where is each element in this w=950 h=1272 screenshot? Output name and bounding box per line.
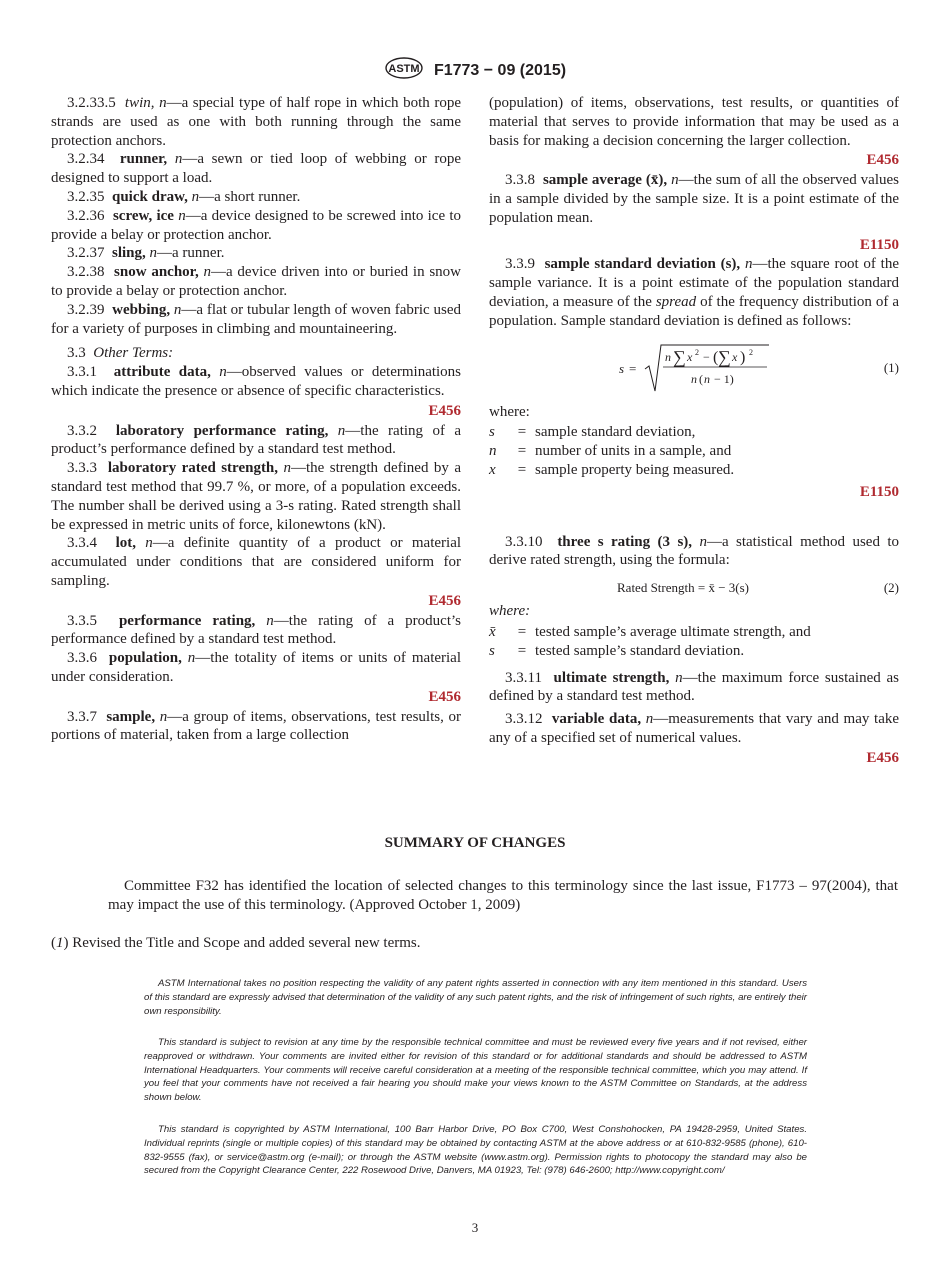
summary-text: Committee F32 has identified the location of selected changes to this terminology since the last issue, F1773 – 97(2004), that may impact the use of this terminology. (Approved October 1, 2009) [108, 878, 898, 913]
svg-text:s: s [619, 360, 625, 376]
svg-text:−: − [703, 349, 710, 364]
svg-text:): ) [740, 348, 746, 366]
astm-logo-icon [384, 56, 424, 85]
logo-text: ASTM [388, 63, 420, 75]
term-3-2-35: 3.2.35 quick draw, n—a short runner. [67, 188, 301, 205]
svg-text:n: n [691, 371, 697, 386]
term-3-3-4: 3.3.4 lot, n—a definite quantity of a product or material accumulated under conditions that are considered uniform for sampling. [51, 535, 462, 589]
right-column [489, 94, 899, 769]
term-3-3-9: 3.3.9 sample standard deviation (s), n—the square root of the sample variance. It is a point estimate of the population standard deviation, a measure of the spread of the frequency distribution of a population. Sample standard deviation is defined as follows: [489, 256, 899, 329]
patent-notice: ASTM International takes no position respecting the validity of any patent rights asserted in connection with any item mentioned in this standard. Users of this standard are expressly advised that determination of the validity of any such patent rights, and the risk of infringement of such rights, are entirely their own responsibility. [144, 978, 807, 1017]
term-3-3-5: 3.3.5 performance rating, n—the rating of a product’s performance defined by a standard test method. [51, 612, 461, 648]
summary-item: (1) Revised the Title and Scope and added several new terms. [51, 935, 421, 951]
svg-text:∑: ∑ [718, 346, 731, 367]
section-3-3-heading: 3.3 Other Terms: [67, 345, 174, 362]
std-dev-formula [617, 339, 777, 397]
revision-notice: This standard is subject to revision at any time by the responsible technical committee and must be reviewed every five years and if not revised, either reapproved or withdrawn. Your comments are invited either for revision of this standard or for additional standards and should be addressed to ASTM International Headquarters. Your comments will receive careful consideration at a meeting of the responsible technical committee, which you may attend. If you feel that your comments have not received a fair hearing you should make your views known to the ASTM Committee on Standards, at the address shown below. [144, 1037, 807, 1104]
definition-row: s = tested sample’s standard deviation. [489, 642, 745, 659]
svg-text:2: 2 [749, 347, 753, 357]
left-column [51, 94, 461, 745]
copyright-notice: This standard is copyrighted by ASTM International, 100 Barr Harbor Drive, PO Box C700, West Conshohocken, PA 19428-2959, United States. Individual reprints (single or multiple copies) of this standard may be obtained by contacting ASTM at the above address or at 610-832-9585 (phone), 610-832-9555 (fax), or service@astm.org (e-mail); or through the ASTM website (www.astm.org). Permission rights to photocopy the standard may also be secured from the Copyright Clearance Center, 222 Rosewood Drive, Danvers, MA 01923, Tel: (978) 646-2600; http://www.copyright.com/ [144, 1124, 807, 1177]
term-3-2-34: 3.2.34 runner, n—a sewn or tied loop of webbing or rope designed to support a load. [51, 151, 462, 187]
ref-e456: E456 [866, 749, 899, 766]
svg-text:2: 2 [695, 347, 699, 357]
svg-text:− 1): − 1) [714, 371, 734, 386]
page-number: 3 [471, 1220, 479, 1235]
summary-title: SUMMARY OF CHANGES [384, 835, 566, 851]
ref-e456: E456 [428, 688, 461, 705]
term-3-2-38: 3.2.38 snow anchor, n—a device driven into or buried in snow to provide a belay or protection anchor. [51, 264, 462, 299]
term-3-2-36: 3.2.36 screw, ice n—a device designed to be screwed into ice to provide a belay or protection anchor. [51, 207, 462, 243]
ref-e456: E456 [428, 592, 461, 609]
term-3-3-12: 3.3.12 variable data, n—measurements that vary and may take any of a specified set of numerical values. [489, 711, 900, 746]
equation-2 [489, 576, 899, 600]
term-3-3-8: 3.3.8 sample average (x̄), n—the sum of all the observed values in a sample divided by the sample size. It is a point estimate of the population mean. [489, 172, 899, 226]
svg-text:∑: ∑ [673, 346, 686, 367]
term-3-3-6: 3.3.6 population, n—the totality of items or units of material under consideration. [51, 650, 462, 685]
page-header [0, 56, 950, 85]
ref-e456: E456 [866, 152, 899, 169]
equation-1 [489, 339, 899, 399]
definition-row: n = number of units in a sample, and [489, 443, 732, 460]
equation-2-definitions [489, 623, 899, 661]
term-3-2-37: 3.2.37 sling, n—a runner. [67, 245, 225, 262]
designation: F1773 − 09 (2015) [433, 61, 567, 79]
definition-row: x̄ = tested sample’s average ultimate strength, and [489, 623, 811, 640]
term-3-2-33-5: 3.2.33.5 twin, n—a special type of half rope in which both rope strands are used as one with both running through the same protection anchors. [51, 95, 461, 149]
equation-1-label: (1) [883, 359, 899, 375]
term-3-3-3: 3.3.3 laboratory rated strength, n—the strength defined by a standard test method that 99.7 %, or more, of a population exceeds. The number shall be derived using a 3-s rating. Rated strength shall be expressed in metric units of force, kilonewtons (kN). [51, 460, 461, 533]
term-3-2-39: 3.2.39 webbing, n—a flat or tubular length of woven fabric used for a variety of purposes in climbing and mountaineering. [51, 301, 462, 337]
definition-row: s = sample standard deviation, [489, 424, 696, 441]
rated-strength-formula: Rated Strength = x̄ − 3(s) [617, 580, 750, 596]
svg-text:x: x [687, 349, 693, 364]
term-3-3-1: 3.3.1 attribute data, n—observed values or determinations which indicate the presence or absence of specific characteristics. [51, 364, 462, 399]
ref-e456: E456 [428, 402, 461, 419]
definition-row: x = sample property being measured. [489, 461, 735, 478]
term-3-3-7: 3.3.7 sample, n—a group of items, observations, test results, or portions of material, taken from a large collection [51, 708, 461, 744]
equation-2-label: (2) [883, 580, 899, 596]
where-label: where: [489, 603, 531, 620]
where-label: where: [489, 403, 530, 420]
svg-text:x: x [732, 349, 738, 364]
term-3-3-7-continued: (population) of items, observations, test results, or quantities of material that serves to provide information that may be used as a basis for making a decision concerning the larger collection. [489, 95, 899, 149]
ref-e1150: E1150 [859, 236, 899, 253]
equation-1-definitions [489, 423, 899, 479]
term-3-3-10: 3.3.10 three s rating (3 s), n—a statistical method used to derive rated strength, using the formula: [489, 533, 900, 569]
svg-text:=: = [629, 360, 637, 376]
svg-text:n: n [704, 371, 710, 386]
ref-e1150: E1150 [859, 483, 899, 500]
svg-text:(: ( [713, 348, 719, 366]
svg-text:n: n [665, 349, 671, 364]
term-3-3-11: 3.3.11 ultimate strength, n—the maximum force sustained as defined by a standard test method. [489, 669, 899, 705]
term-3-3-2: 3.3.2 laboratory performance rating, n—the rating of a product’s performance defined by a standard test method. [51, 422, 462, 458]
svg-text:(: ( [699, 371, 703, 386]
